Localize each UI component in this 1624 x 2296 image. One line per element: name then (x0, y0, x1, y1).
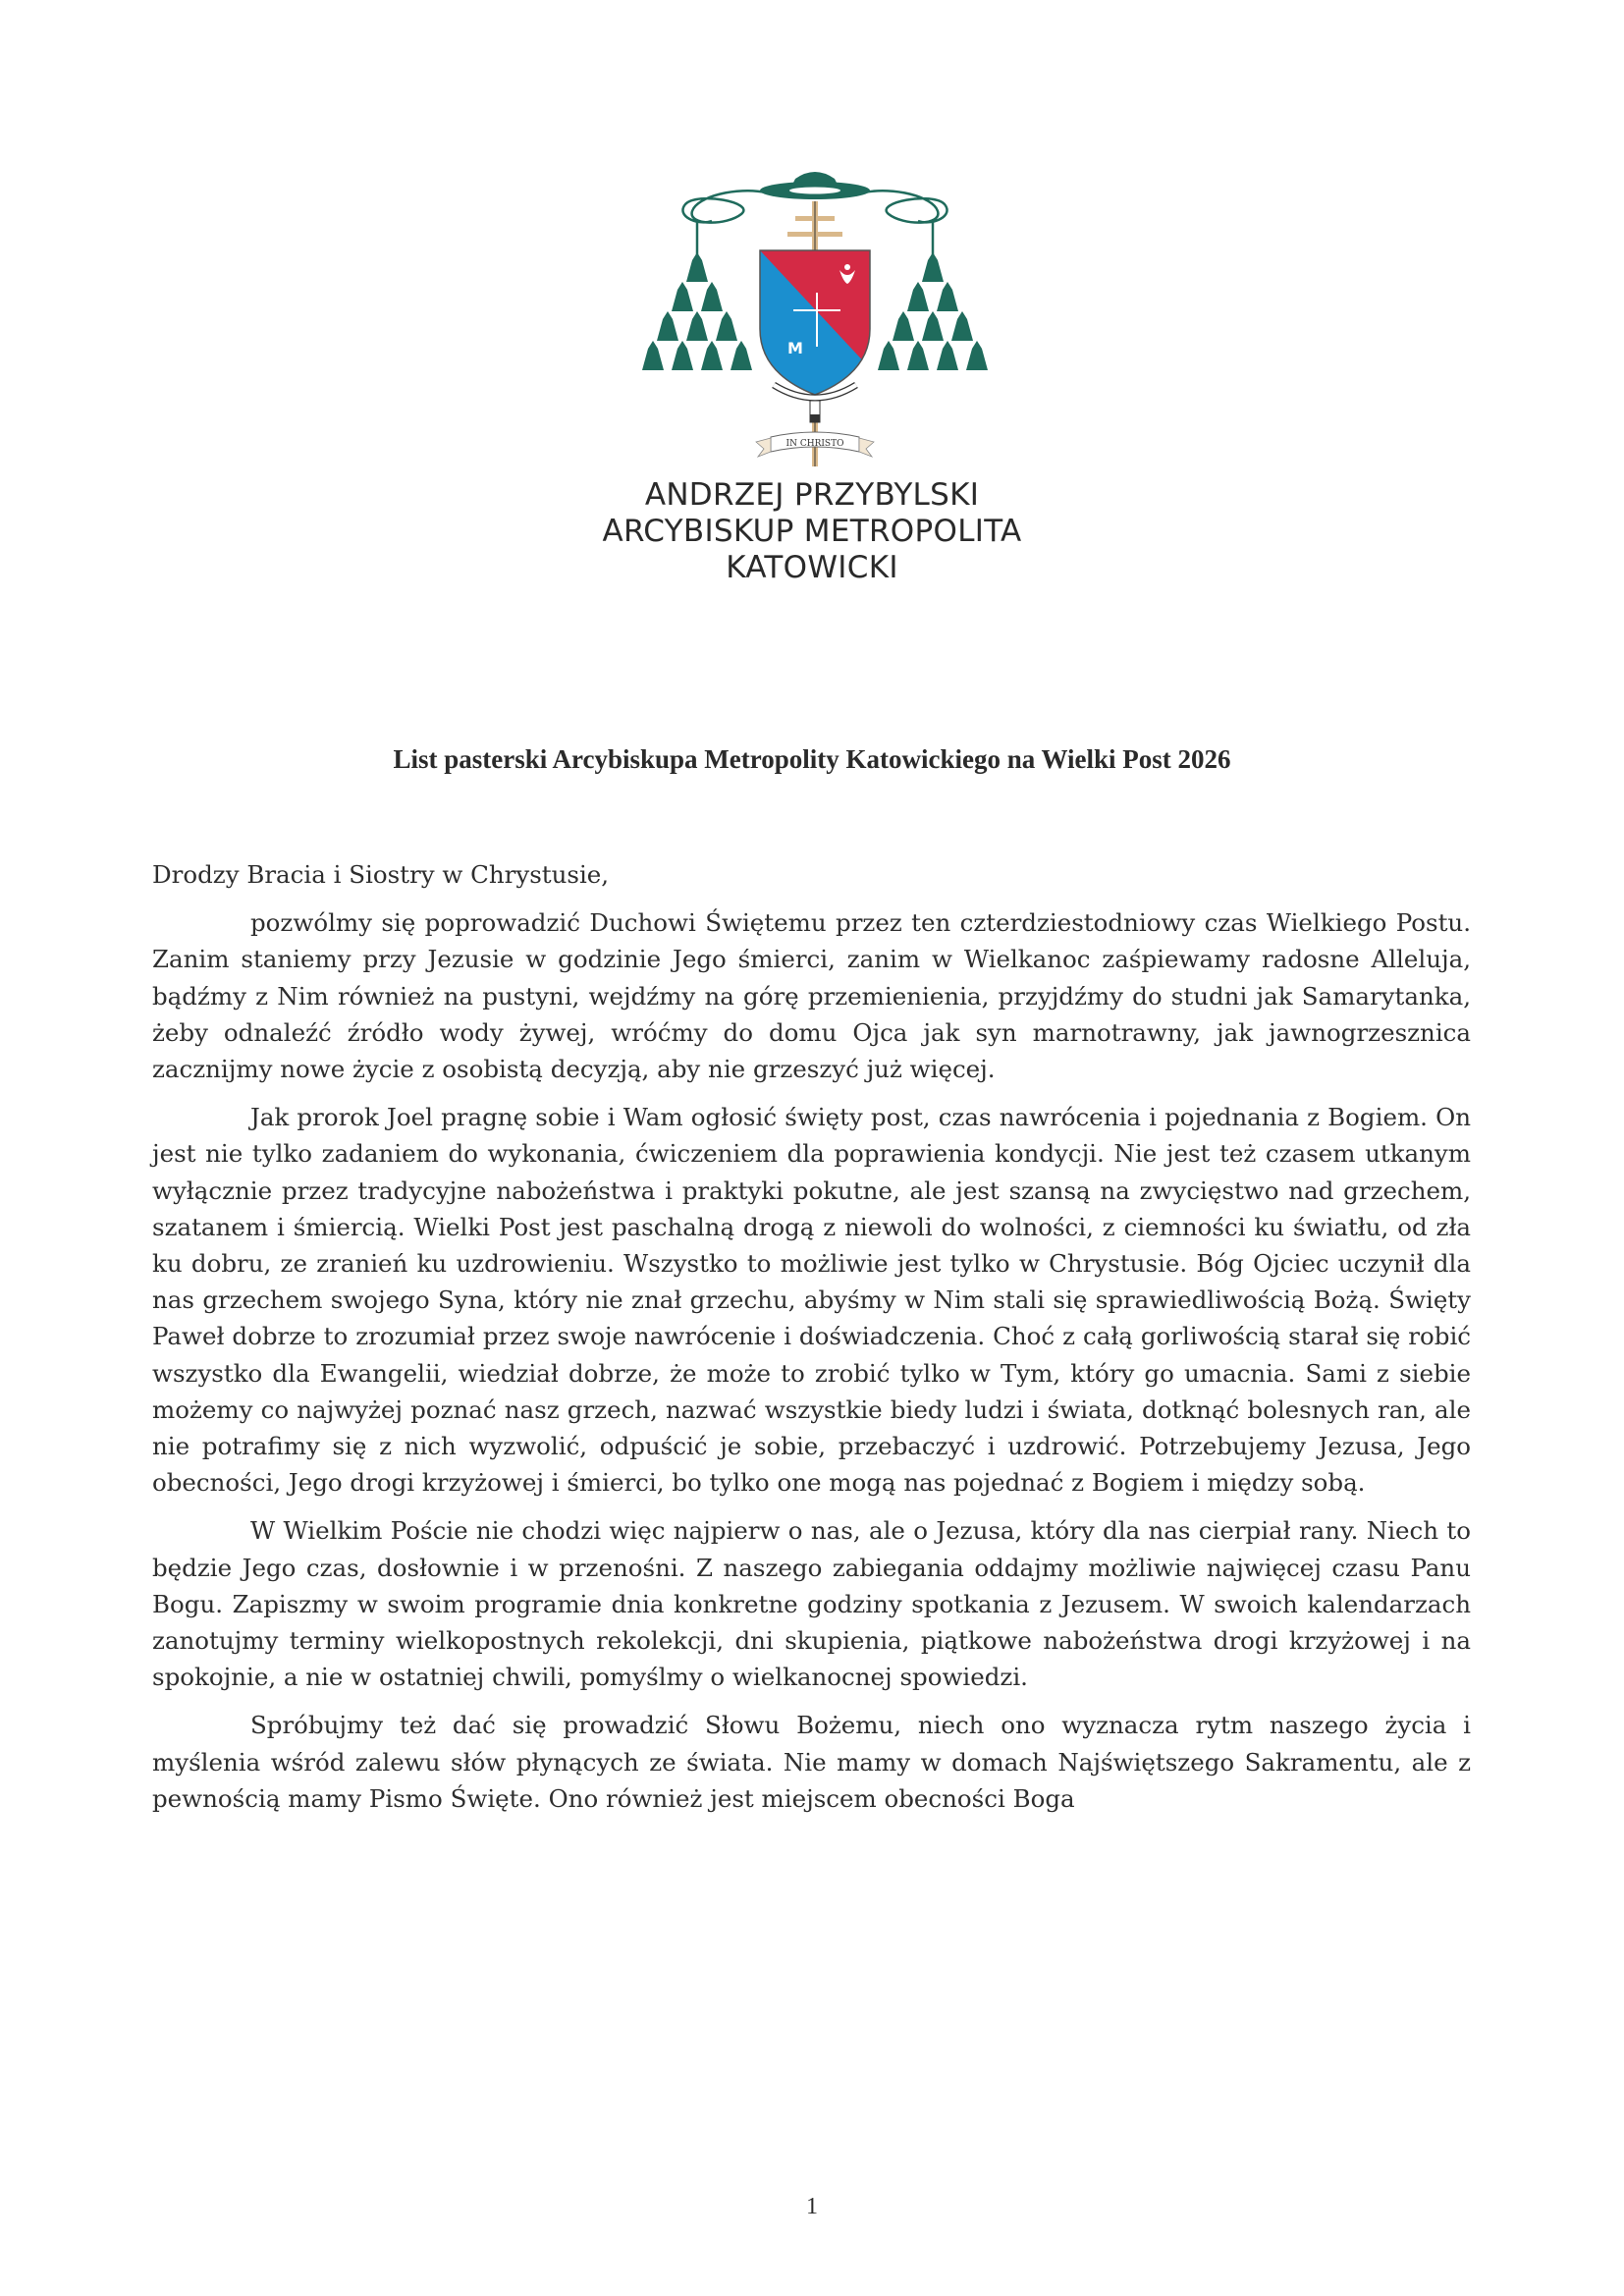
salutation: Drodzy Bracia i Siostry w Chrystusie, (152, 860, 610, 889)
svg-text:M: M (787, 339, 803, 357)
coat-of-arms-icon (638, 167, 992, 471)
author-block (0, 477, 1624, 586)
paragraph-2: Jak prorok Joel pragnę sobie i Wam ogłosić święty post, czas nawrócenia i pojednania z Bogiem. On jest nie tylko zadaniem do wykonania, ćwiczeniem dla poprawienia kondycji. Nie jest też czasem utkanym wyłącznie przez tradycyjne nabożeństwa i praktyki pokutne, ale jest szansą na zwycięstwo nad grzechem, szatanem i śmiercią. Wielki Post jest paschalną drogą z niewoli do wolności, z ciemności ku światłu, od zła ku dobru, ze zranień ku uzdrowieniu. Wszystko to możliwie jest tylko w Chrystusie. Bóg Ojciec uczynił dla nas grzechem swojego Syna, który nie znał grzechu, abyśmy w Nim stali się sprawiedliwością Bożą. Święty Paweł dobrze to zrozumiał przez swoje nawrócenie i doświadczenia. Choć z całą gorliwością starał się robić wszystko dla Ewangelii, wiedział dobrze, że może to zrobić tylko w Tym, który go umacnia. Sami z siebie możemy co najwyżej poznać nasz grzech, nazwać wszystkie biedy ludzi i świata, dotknąć bolesnych ran, ale nie potrafimy się z nich wyzwolić, odpuścić je sobie, przebaczyć i uzdrowić. Potrzebujemy Jezusa, Jego obecności, Jego drogi krzyżowej i śmierci, bo tylko one mogą nas pojednać z Bogiem i między sobą. (152, 1103, 1471, 1498)
author-office: ARCYBISKUP METROPOLITA (602, 514, 1022, 549)
page-number: 1 (806, 2194, 818, 2219)
svg-text:IN CHRISTO: IN CHRISTO (785, 439, 844, 449)
paragraph-3: W Wielkim Poście nie chodzi więc najpierw o nas, ale o Jezusa, który dla nas cierpiał rany. Niech to będzie Jego czas, dosłownie i w przenośni. Z naszego zabiegania oddajmy możliwie najwięcej czasu Panu Bogu. Zapiszmy w swoim programie dnia konkretne godziny spotkania z Jezusem. W swoich kalendarzach zanotujmy terminy wielkopostnych rekolekcji, dni skupienia, piątkowe nabożeństwa drogi krzyżowej i na spokojnie, a nie w ostatniej chwili, pomyślmy o wielkanocnej spowiedzi. (152, 1516, 1471, 1692)
paragraph-4: Spróbujmy też dać się prowadzić Słowu Bożemu, niech ono wyznacza rytm naszego życia i myślenia wśród zalewu słów płynących ze świata. Nie mamy w domach Najświętszego Sakramentu, ale z pewnością mamy Pismo Święte. Ono również jest miejscem obecności Boga (152, 1711, 1471, 1813)
letter-title: List pasterski Arcybiskupa Metropolity Katowickiego na Wielki Post 2026 (393, 744, 1231, 774)
paragraph-1: pozwólmy się poprowadzić Duchowi Świętemu przez ten czterdziestodniowy czas Wielkiego Postu. Zanim staniemy przy Jezusie w godzinie Jego śmierci, zanim w Wielkanoc zaśpiewamy radosne Alleluja, bądźmy z Nim również na pustyni, wejdźmy na górę przemienienia, przyjdźmy do studni jak Samarytanka, żeby odnaleźć źródło wody żywej, wróćmy do domu Ojca jak syn marnotrawny, jak jawnogrzesznica zacznijmy nowe życie z osobistą decyzją, aby nie grzeszyć już więcej. (152, 908, 1471, 1084)
letter-body (152, 856, 1471, 1829)
author-see: KATOWICKI (726, 550, 898, 585)
author-name: ANDRZEJ PRZYBYLSKI (644, 477, 980, 513)
